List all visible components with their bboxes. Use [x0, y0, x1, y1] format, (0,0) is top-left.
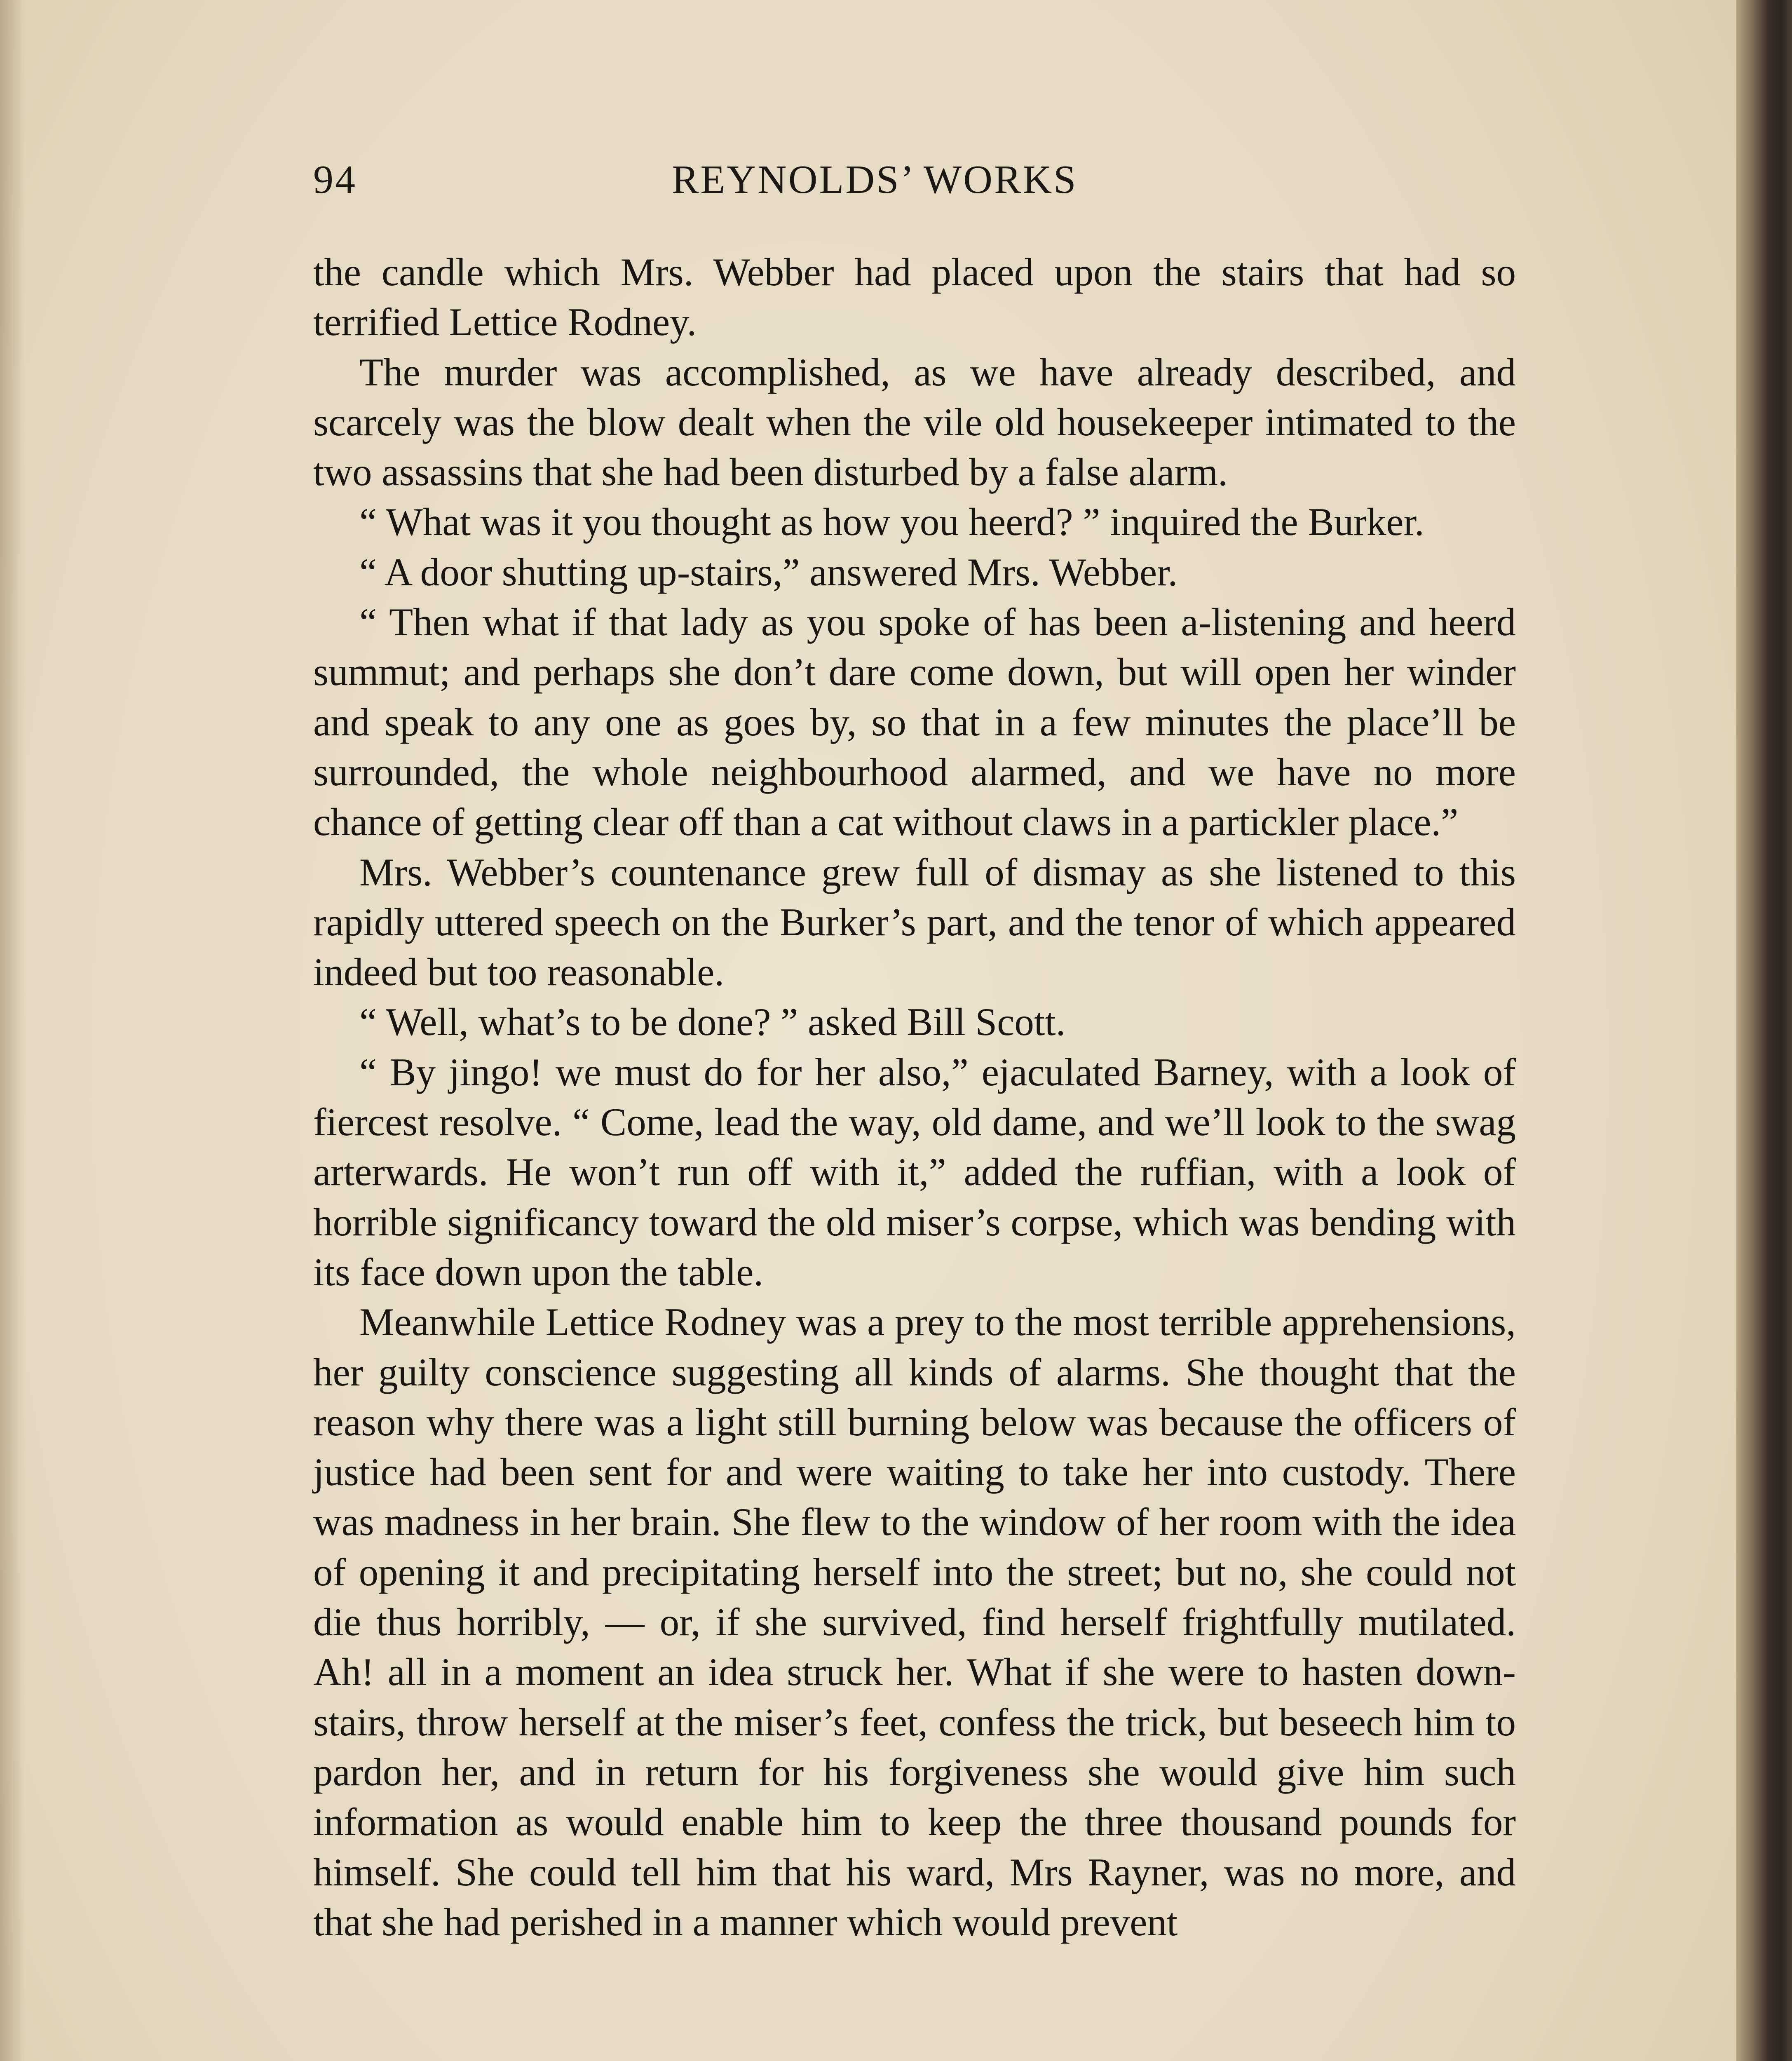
body-text: [313, 247, 1516, 1947]
paragraph: Meanwhile Lettice Rodney was a prey to the most terrible apprehensions, her guilty conscience suggesting all kinds of alarms. She thought that the reason why there was a light still burning below was because the officers of justice had been sent for and were waiting to take her into custody. There was madness in her brain. She flew to the window of her room with the idea of opening it and precipitating herself into the street; but no, she could not die thus horribly, — or, if she survived, find herself frightfully mutilated. Ah! all in a moment an idea struck her. What if she were to hasten down-stairs, throw herself at the miser’s feet, confess the trick, but beseech him to pardon her, and in return for his forgiveness she would give him such information as would enable him to keep the three thousand pounds for himself. She could tell him that his ward, Mrs Rayner, was no more, and that she had perished in a manner which would prevent: [313, 1300, 1516, 1944]
paragraph: “ Then what if that lady as you spoke of has been a-listening and heerd summut; and perhaps she don’t dare come down, but will open her winder and speak to any one as goes by, so that in a few minutes the place’ll be surrounded, the whole neighbourhood alarmed, and we have no more chance of getting clear off than a cat without claws in a partickler place.”: [313, 600, 1516, 844]
page-header: [313, 157, 1550, 214]
running-head: REYNOLDS’ WORKS: [672, 157, 1078, 202]
paragraph: “ By jingo! we must do for her also,” ejaculated Barney, with a look of fiercest resolve. “ Come, lead the way, old dame, and we’ll look to the swag arterwards. He won’t run off with it,” added the ruffian, with a look of horrible significancy toward the old miser’s corpse, which was bending with its face down upon the table.: [313, 1050, 1516, 1294]
paragraph: “ A door shutting up-stairs,” answered Mrs. Webber.: [359, 550, 1178, 594]
paragraph: “ What was it you thought as how you heerd? ” inquired the Burker.: [359, 500, 1424, 544]
paragraph: The murder was accomplished, as we have already described, and scarcely was the blow dealt when the vile old housekeeper intimated to the two assassins that she had been disturbed by a false alarm.: [313, 350, 1516, 494]
paragraph: Mrs. Webber’s countenance grew full of dismay as she listened to this rapidly uttered speech on the Burker’s part, and the tenor of which appeared indeed but too reasonable.: [313, 850, 1516, 994]
paragraph: “ Well, what’s to be done? ” asked Bill Scott.: [359, 1000, 1066, 1044]
paragraph: the candle which Mrs. Webber had placed upon the stairs that had so terrified Lettice Rodney.: [313, 250, 1516, 344]
page-edge-shadow: [0, 0, 25, 2061]
book-spine: [1736, 0, 1792, 2061]
page-number: 94: [313, 157, 357, 202]
